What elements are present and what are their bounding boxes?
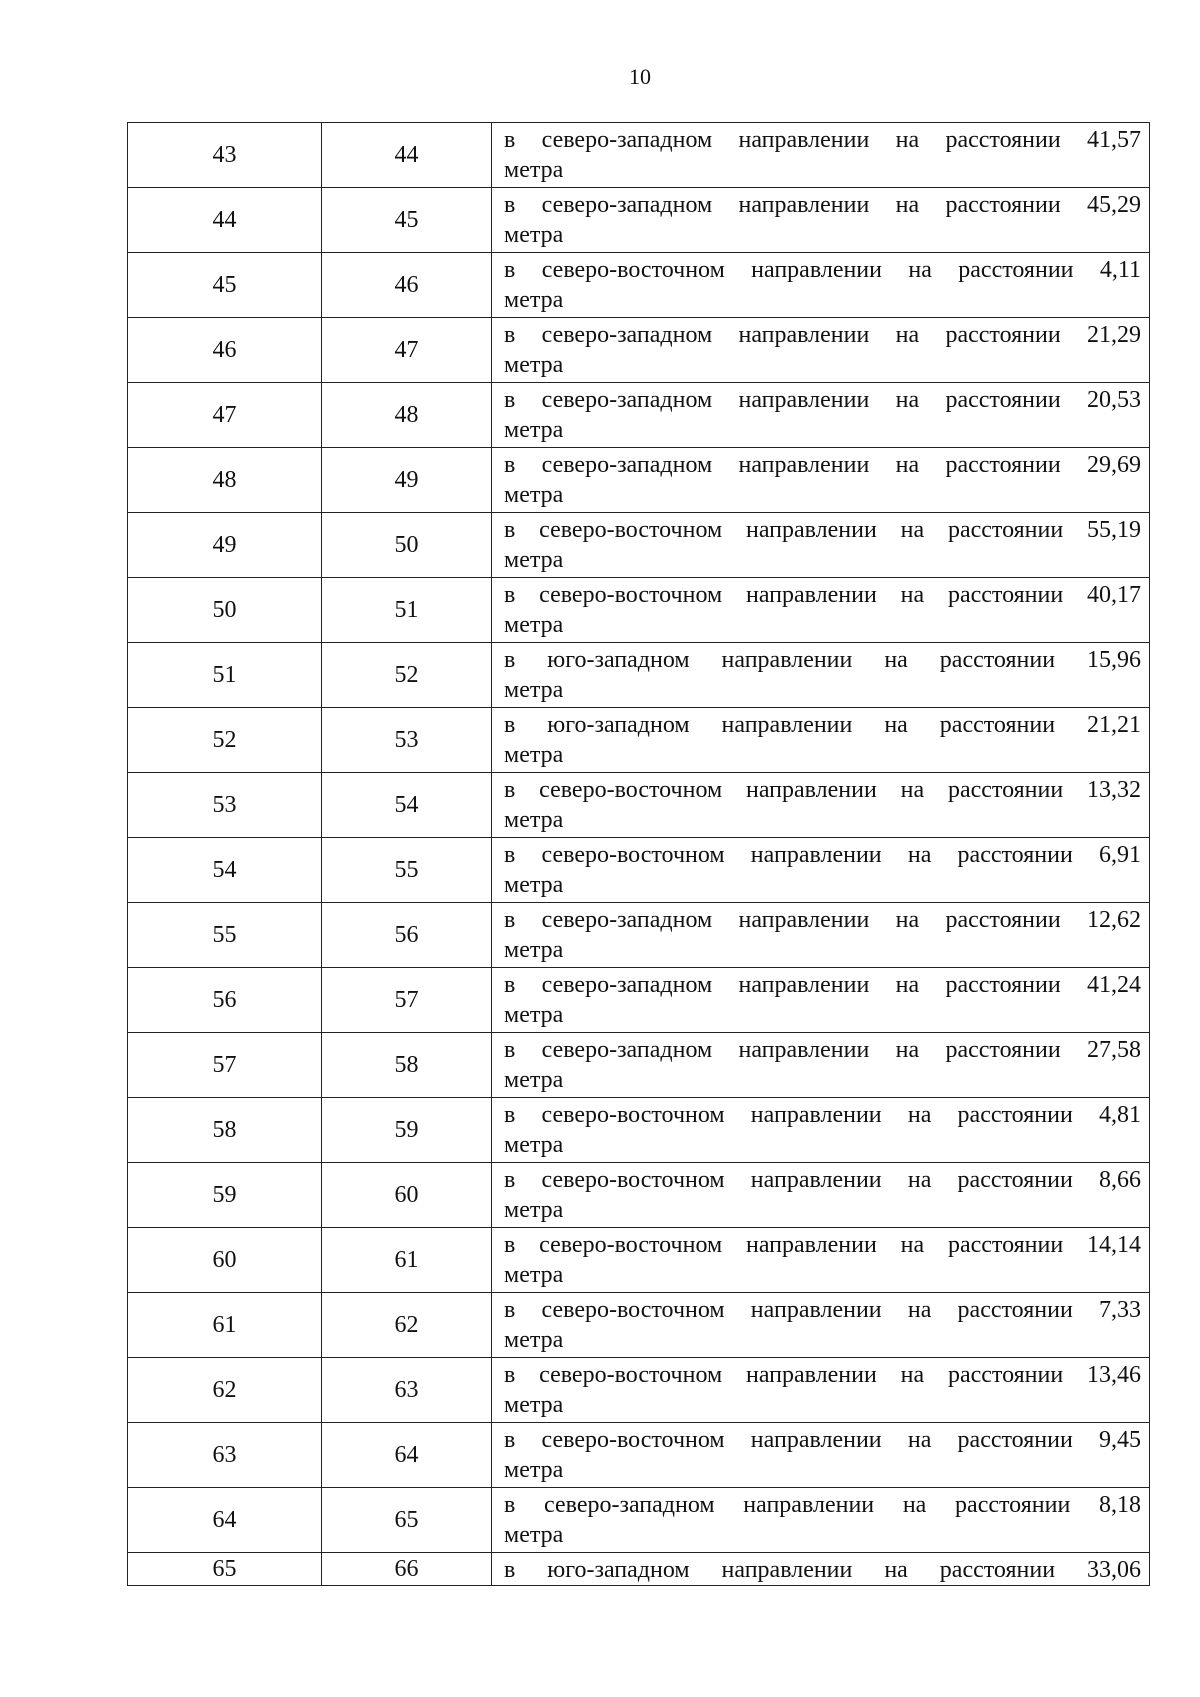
point-from-cell: 48 [128,448,322,513]
direction-text: в северо-западном направлении на расстоянии 29,69 [504,452,1141,478]
point-to-cell: 47 [322,318,492,383]
point-from-cell: 63 [128,1423,322,1488]
direction-description-cell [492,448,1150,513]
point-to-cell: 61 [322,1228,492,1293]
table-row [128,253,1150,318]
direction-description-cell [492,1033,1150,1098]
unit-text: метра [504,1197,564,1223]
direction-text: в северо-западном направлении на расстоянии 8,18 [504,1492,1141,1518]
unit-text: метра [504,1457,564,1483]
unit-text: метра [504,287,564,313]
point-to-cell: 54 [322,773,492,838]
direction-text: в северо-восточном направлении на расстоянии 4,81 [504,1102,1141,1128]
unit-text: метра [504,1132,564,1158]
point-to-cell: 66 [322,1553,492,1586]
direction-text: в северо-восточном направлении на расстоянии 40,17 [504,582,1141,608]
point-to-cell: 45 [322,188,492,253]
point-to-cell: 52 [322,643,492,708]
direction-text: в северо-восточном направлении на расстоянии 4,11 [504,257,1141,283]
direction-text: в северо-западном направлении на расстоянии 27,58 [504,1037,1141,1063]
direction-description-cell [492,513,1150,578]
direction-text: в северо-западном направлении на расстоянии 41,57 [504,127,1141,153]
direction-text: в северо-восточном направлении на расстоянии 9,45 [504,1427,1141,1453]
table-row [128,1163,1150,1228]
point-from-cell: 61 [128,1293,322,1358]
unit-text: метра [504,222,564,248]
point-from-cell: 65 [128,1553,322,1586]
direction-text: в северо-западном направлении на расстоянии 41,24 [504,972,1141,998]
point-from-cell: 44 [128,188,322,253]
point-from-cell: 53 [128,773,322,838]
direction-text: в северо-западном направлении на расстоянии 20,53 [504,387,1141,413]
direction-description-cell [492,383,1150,448]
point-from-cell: 57 [128,1033,322,1098]
point-from-cell: 52 [128,708,322,773]
page-number: 10 [629,64,651,89]
table-row [128,318,1150,383]
direction-description-cell [492,1488,1150,1553]
point-from-cell: 60 [128,1228,322,1293]
point-from-cell: 50 [128,578,322,643]
direction-description-cell [492,1098,1150,1163]
point-from-cell: 58 [128,1098,322,1163]
direction-description-cell [492,123,1150,188]
table-row [128,838,1150,903]
unit-text: метра [504,157,564,183]
point-to-cell: 58 [322,1033,492,1098]
direction-description-cell [492,903,1150,968]
table-row [128,903,1150,968]
unit-text: метра [504,482,564,508]
point-from-cell: 43 [128,123,322,188]
unit-text: метра [504,547,564,573]
direction-text: в северо-западном направлении на расстоянии 45,29 [504,192,1141,218]
direction-description-cell [492,578,1150,643]
unit-text: метра [504,1067,564,1093]
direction-text: в юго-западном направлении на расстоянии 33,06 [504,1557,1141,1583]
direction-description-cell [492,188,1150,253]
point-to-cell: 50 [322,513,492,578]
point-to-cell: 53 [322,708,492,773]
table-row [128,643,1150,708]
direction-description-cell [492,1228,1150,1293]
table-body [128,123,1150,1586]
direction-description-cell [492,1553,1150,1586]
table-row [128,1423,1150,1488]
point-from-cell: 51 [128,643,322,708]
direction-text: в юго-западном направлении на расстоянии 15,96 [504,647,1141,673]
unit-text: метра [504,612,564,638]
unit-text: метра [504,1262,564,1288]
table-row [128,383,1150,448]
direction-description-cell [492,968,1150,1033]
table-row [128,1033,1150,1098]
point-to-cell: 59 [322,1098,492,1163]
point-from-cell: 64 [128,1488,322,1553]
direction-description-cell [492,1163,1150,1228]
direction-text: в северо-западном направлении на расстоянии 21,29 [504,322,1141,348]
direction-description-cell [492,1293,1150,1358]
direction-description-cell [492,1423,1150,1488]
direction-description-cell [492,643,1150,708]
unit-text: метра [504,352,564,378]
point-to-cell: 49 [322,448,492,513]
point-from-cell: 47 [128,383,322,448]
direction-text: в северо-восточном направлении на расстоянии 14,14 [504,1232,1141,1258]
point-to-cell: 65 [322,1488,492,1553]
direction-text: в северо-восточном направлении на расстоянии 13,32 [504,777,1141,803]
point-to-cell: 55 [322,838,492,903]
point-to-cell: 48 [322,383,492,448]
table-row [128,1098,1150,1163]
table-row [128,123,1150,188]
direction-text: в северо-восточном направлении на расстоянии 8,66 [504,1167,1141,1193]
table-row [128,708,1150,773]
point-from-cell: 54 [128,838,322,903]
direction-description-cell [492,708,1150,773]
table-row [128,1358,1150,1423]
point-to-cell: 56 [322,903,492,968]
direction-text: в северо-восточном направлении на расстоянии 6,91 [504,842,1141,868]
point-from-cell: 55 [128,903,322,968]
point-to-cell: 44 [322,123,492,188]
unit-text: метра [504,742,564,768]
direction-text: в северо-западном направлении на расстоянии 12,62 [504,907,1141,933]
direction-description-cell [492,318,1150,383]
point-to-cell: 51 [322,578,492,643]
point-from-cell: 46 [128,318,322,383]
point-from-cell: 62 [128,1358,322,1423]
direction-text: в северо-восточном направлении на расстоянии 13,46 [504,1362,1141,1388]
table-row [128,773,1150,838]
direction-description-cell [492,253,1150,318]
unit-text: метра [504,1522,564,1548]
table-row [128,188,1150,253]
table-row [128,448,1150,513]
table-row [128,1553,1150,1586]
unit-text: метра [504,937,564,963]
unit-text: метра [504,417,564,443]
direction-text: в северо-восточном направлении на расстоянии 7,33 [504,1297,1141,1323]
table-row [128,1293,1150,1358]
unit-text: метра [504,872,564,898]
point-from-cell: 49 [128,513,322,578]
table-row [128,578,1150,643]
point-from-cell: 45 [128,253,322,318]
point-to-cell: 62 [322,1293,492,1358]
point-to-cell: 46 [322,253,492,318]
point-to-cell: 60 [322,1163,492,1228]
point-to-cell: 63 [322,1358,492,1423]
point-to-cell: 64 [322,1423,492,1488]
direction-text: в северо-восточном направлении на расстоянии 55,19 [504,517,1141,543]
point-from-cell: 56 [128,968,322,1033]
direction-text: в юго-западном направлении на расстоянии 21,21 [504,712,1141,738]
point-from-cell: 59 [128,1163,322,1228]
table-row [128,1228,1150,1293]
point-to-cell: 57 [322,968,492,1033]
table-row [128,968,1150,1033]
unit-text: метра [504,1392,564,1418]
unit-text: метра [504,1002,564,1028]
boundary-points-table [127,122,1150,1586]
direction-description-cell [492,838,1150,903]
direction-description-cell [492,1358,1150,1423]
table-row [128,1488,1150,1553]
unit-text: метра [504,1327,564,1353]
table-row [128,513,1150,578]
unit-text: метра [504,807,564,833]
unit-text: метра [504,677,564,703]
direction-description-cell [492,773,1150,838]
